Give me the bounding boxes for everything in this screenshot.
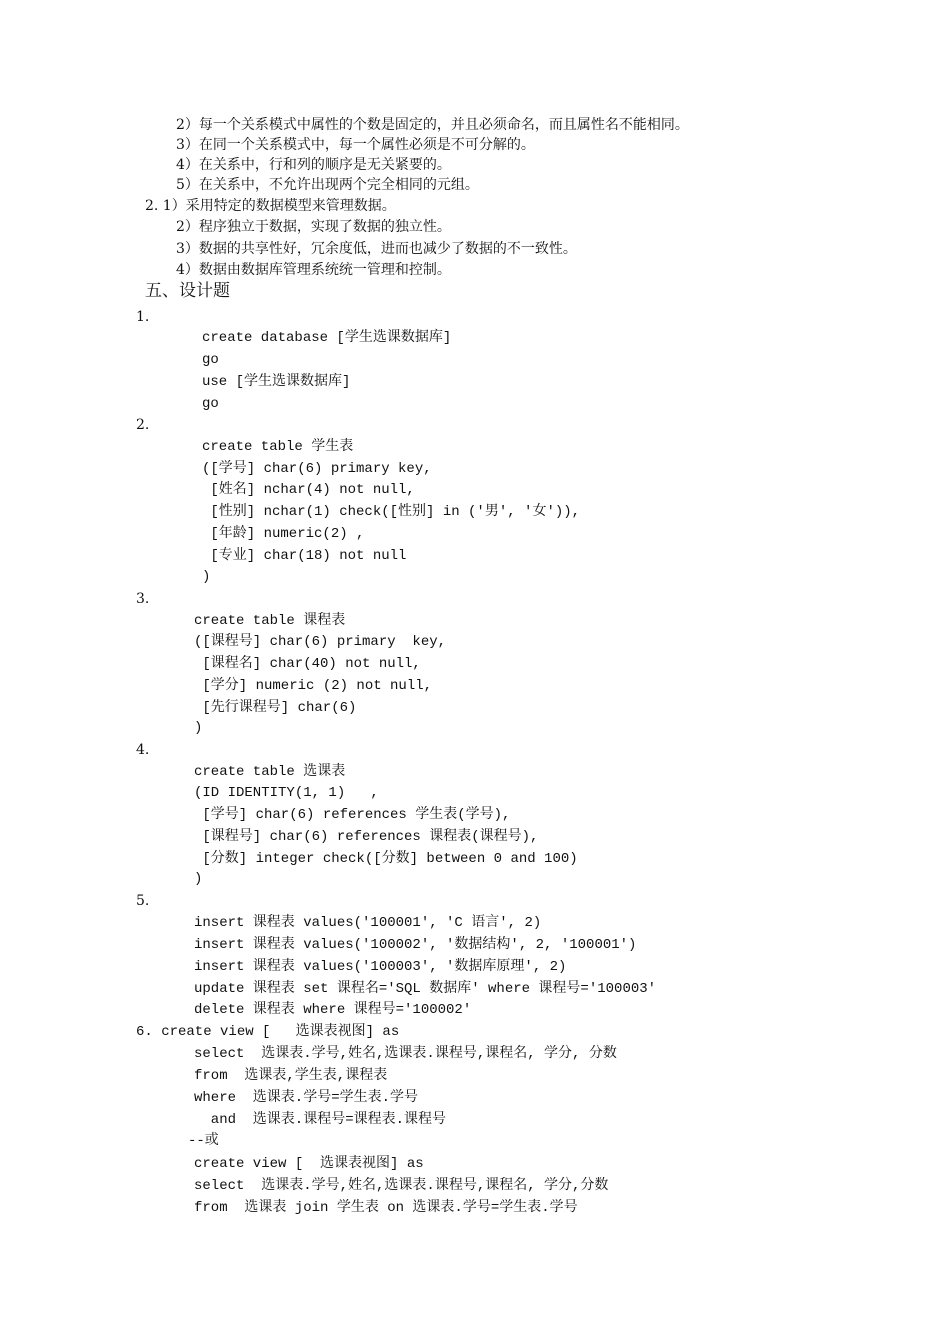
code-line: insert 课程表 values('100001', 'C 语言', 2) — [194, 915, 542, 931]
code-line: create table 课程表 — [194, 613, 346, 629]
question-number: 3. — [136, 591, 150, 607]
code-line: [姓名] nchar(4) not null, — [202, 482, 415, 498]
code-line: create view [ 选课表视图] as — [194, 1156, 424, 1172]
code-line: ) — [202, 569, 211, 585]
question-number: 2. — [136, 417, 150, 433]
list-item: 3）在同一个关系模式中，每一个属性必须是不可分解的。 — [176, 137, 535, 153]
section-title: 五、设计题 — [145, 281, 230, 301]
code-line: [先行课程号] char(6) — [194, 700, 357, 716]
code-line: from 选课表,学生表,课程表 — [194, 1068, 388, 1084]
code-line: [学分] numeric (2) not null, — [194, 678, 433, 694]
code-comment: --或 — [188, 1133, 219, 1149]
code-line: select 选课表.学号,姓名,选课表.课程号,课程名, 学分, 分数 — [194, 1046, 617, 1062]
code-line: create table 选课表 — [194, 764, 346, 780]
list-item: 4）在关系中，行和列的顺序是无关紧要的。 — [176, 157, 451, 173]
question-number: 4. — [136, 742, 150, 758]
code-line: ([学号] char(6) primary key, — [202, 461, 432, 477]
code-line: create table 学生表 — [202, 439, 354, 455]
code-line: insert 课程表 values('100003', '数据库原理', 2) — [194, 959, 567, 975]
code-line: select 选课表.学号,姓名,选课表.课程号,课程名, 学分,分数 — [194, 1178, 609, 1194]
list-item: 2）程序独立于数据，实现了数据的独立性。 — [176, 219, 451, 235]
question-number: 1. — [136, 309, 150, 325]
code-line: use [学生选课数据库] — [202, 374, 351, 390]
code-line: [专业] char(18) not null — [202, 548, 407, 564]
code-line: from 选课表 join 学生表 on 选课表.学号=学生表.学号 — [194, 1200, 578, 1216]
code-line: [学号] char(6) references 学生表(学号), — [194, 807, 511, 823]
list-item: 4）数据由数据库管理系统统一管理和控制。 — [176, 262, 451, 278]
code-line: insert 课程表 values('100002', '数据结构', 2, '100001') — [194, 937, 637, 953]
code-line: where 选课表.学号=学生表.学号 — [194, 1090, 419, 1106]
code-line: go — [202, 352, 219, 368]
question-number: 5. — [136, 893, 150, 909]
code-line: [课程名] char(40) not null, — [194, 656, 421, 672]
code-line: [性别] nchar(1) check([性别] in ('男', '女')), — [202, 504, 581, 520]
code-line: 6. create view [ 选课表视图] as — [136, 1024, 400, 1040]
code-line: create database [学生选课数据库] — [202, 330, 452, 346]
code-line: ) — [194, 871, 203, 887]
code-line: ) — [194, 720, 203, 736]
list-item: 3）数据的共享性好，冗余度低，进而也减少了数据的不一致性。 — [176, 241, 577, 257]
code-line: [年龄] numeric(2) , — [202, 526, 365, 542]
code-line: [分数] integer check([分数] between 0 and 100) — [194, 851, 578, 867]
code-line: [课程号] char(6) references 课程表(课程号), — [194, 829, 539, 845]
list-item: 5）在关系中，不允许出现两个完全相同的元组。 — [176, 177, 479, 193]
code-line: update 课程表 set 课程名='SQL 数据库' where 课程号='100003' — [194, 981, 657, 997]
code-line: (ID IDENTITY(1, 1) , — [194, 785, 379, 801]
code-line: delete 课程表 where 课程号='100002' — [194, 1002, 472, 1018]
list-item: 2）每一个关系模式中属性的个数是固定的，并且必须命名，而且属性名不能相同。 — [176, 117, 689, 133]
list-item: 2. 1）采用特定的数据模型来管理数据。 — [145, 198, 396, 214]
code-line: and 选课表.课程号=课程表.课程号 — [194, 1112, 447, 1128]
code-line: go — [202, 396, 219, 412]
code-line: ([课程号] char(6) primary key, — [194, 634, 447, 650]
